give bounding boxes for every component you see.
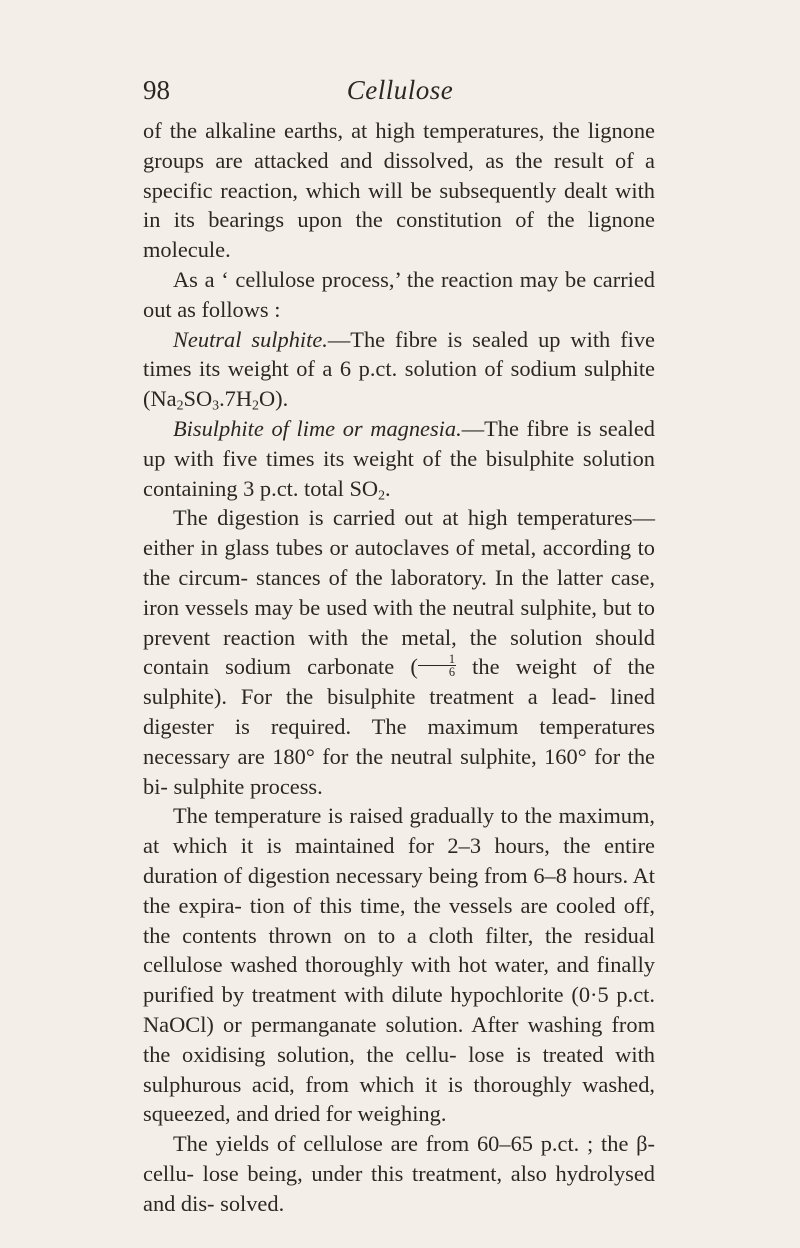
neutral-sulphite-heading: Neutral sulphite. (173, 326, 328, 352)
bisulphite-text-end: . (385, 475, 391, 501)
formula-subscript: 2 (252, 398, 259, 414)
formula-part: .7H (219, 386, 253, 412)
bisulphite-heading: Bisulphite of lime or magnesia. (173, 415, 462, 441)
body-text (143, 116, 655, 1218)
paragraph-neutral-sulphite (143, 325, 655, 414)
paragraph-digestion (143, 503, 655, 801)
page-number: 98 (143, 75, 170, 105)
bisulphite-text: —The fibre is sealed up with five times its weight of the bisulphite solution containing 3 p.ct. total SO (143, 415, 656, 501)
paragraph-bisulphite (143, 414, 655, 503)
formula-subscript: 2 (378, 488, 386, 504)
formula-part: SO (183, 386, 213, 412)
formula-end: O). (258, 386, 289, 412)
paragraph-yields: The yields of cellulose are from 60–65 p.ct. ; the β-cellu- lose being, under this treatment, also hydrolysed and dis- solved. (143, 1131, 655, 1216)
paragraph-cellulose-process: As a ‘ cellulose process,’ the reaction may be carried out as follows : (143, 266, 655, 322)
formula-subscript: 2 (176, 398, 184, 414)
digestion-text-end: the weight of the sulphite). For the bisulphite treatment a lead- lined digester is required. The maximum temperatures necessary are 180° for the neutral sulphite, 160° for the bi- sulphite process. (143, 654, 655, 799)
digestion-text: The digestion is carried out at high temperatures—either in glass tubes or autoclaves of metal, according to the circum- stances of the laboratory. In the latter case, iron vessels may be used with the neutral sulphite, but to prevent reaction with the metal, the solution should contain sodium carbonate ( (143, 505, 655, 680)
neutral-sulphite-text: —The fibre is sealed up with five times its weight of a 6 p.ct. solution of sodium sulphite (Na (143, 326, 655, 412)
formula-subscript: 3 (212, 398, 220, 414)
fraction-denominator: 6 (448, 665, 455, 680)
paragraph-continued: of the alkaline earths, at high temperatures, the lignone groups are attacked and dissolved, as the result of a specific reaction, which will be subsequently dealt with in its bearings upon the constitution of the lignone molecule. (143, 118, 655, 263)
running-title: Cellulose (346, 75, 454, 105)
fraction (418, 653, 456, 679)
paragraph-temperature: The temperature is raised gradually to the maximum, at which it is maintained for 2–3 hours, the entire duration of digestion necessary being from 6–8 hours. At the expira- tion of this time, the vessels are cooled off, the contents thrown on to a cloth filter, the residual cellulose washed thoroughly with hot water, and finally purified by treatment with dilute hypochlorite (0·5 p.ct. NaOCl) or permanganate solution. After washing from the oxidising solution, the cellu- lose is treated with sulphurous acid, from which it is thoroughly washed, squeezed, and dried for weighing. (143, 803, 655, 1127)
fraction-numerator: 1 (418, 653, 456, 666)
